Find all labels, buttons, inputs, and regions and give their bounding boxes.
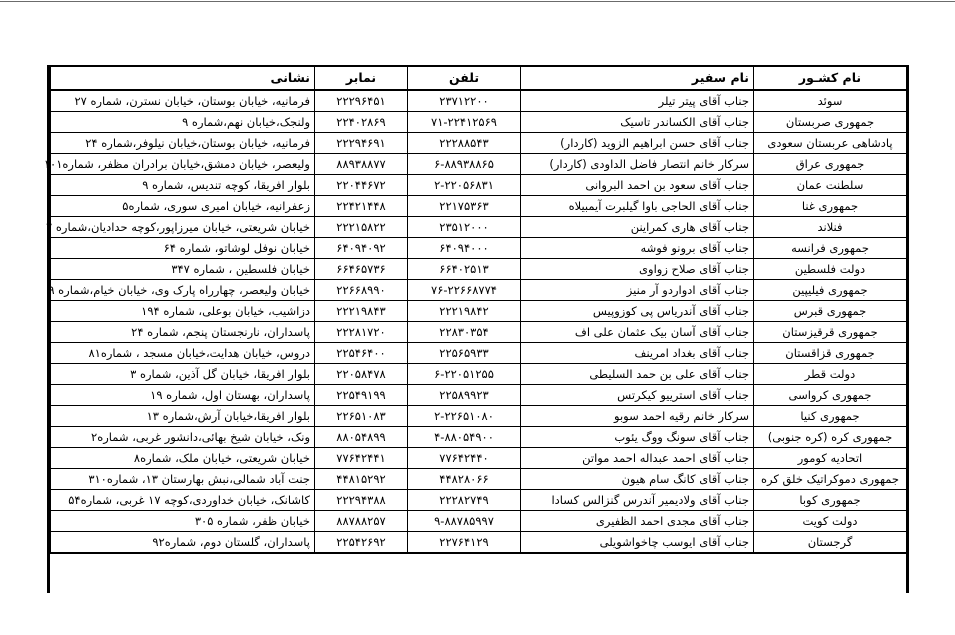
cell-phone: ۶۴۰۹۴۰۰۰	[408, 238, 521, 259]
cell-country: دولت کویت	[754, 511, 907, 532]
cell-fax: ۲۲۲۹۶۴۵۱	[315, 90, 408, 112]
cell-phone: ۴۴۸۲۸۰۶۶	[408, 469, 521, 490]
table-row	[51, 364, 907, 385]
cell-country: جمهوری فرانسه	[754, 238, 907, 259]
table-row	[51, 90, 907, 112]
cell-fax: ۲۲۶۶۸۹۹۰	[315, 280, 408, 301]
table-row	[51, 196, 907, 217]
cell-phone: ۴-۸۸۰۵۴۹۰۰	[408, 427, 521, 448]
table-row	[51, 133, 907, 154]
cell-ambassador: جناب آقای الحاجی باوا گیلبرت آیمبیلاه	[521, 196, 754, 217]
table-row	[51, 511, 907, 532]
cell-country: جمهوری کره (کره جنوبی)	[754, 427, 907, 448]
cell-fax: ۸۸۷۸۸۲۵۷	[315, 511, 408, 532]
cell-fax: ۸۸۹۳۸۸۷۷	[315, 154, 408, 175]
cell-country: جمهوری کوبا	[754, 490, 907, 511]
cell-address: ولیعصر، خیابان دمشق،خیابان برادران مظفر، شماره۱۰۱	[51, 154, 315, 175]
cell-address: ولنجک،خیابان نهم،شماره ۹	[51, 112, 315, 133]
cell-fax: ۲۲۲۸۱۷۲۰	[315, 322, 408, 343]
cell-phone: ۲۳۵۱۲۰۰۰	[408, 217, 521, 238]
cell-ambassador: جناب آقای ولادیمیر آندرس گنزالس کسادا	[521, 490, 754, 511]
table-row	[51, 259, 907, 280]
cell-country: سوئد	[754, 90, 907, 112]
cell-phone: ۶۶۴۰۲۵۱۳	[408, 259, 521, 280]
top-rule	[0, 1, 955, 2]
cell-phone: ۶-۲۲۰۵۱۲۵۵	[408, 364, 521, 385]
cell-address: ونک، خیابان شیخ بهائی،دانشور غربی، شماره۲	[51, 427, 315, 448]
cell-country: جمهوری غنا	[754, 196, 907, 217]
cell-ambassador: جناب آقای آندریاس پی کوزوپیس	[521, 301, 754, 322]
cell-ambassador: جناب آقای پیتر تیلر	[521, 90, 754, 112]
cell-phone: ۲۲۸۳۰۳۵۴	[408, 322, 521, 343]
cell-address: خیابان شریعتی، خیابان میرزاپور،کوچه حدادیان،شماره ۲	[51, 217, 315, 238]
cell-phone: ۷۷۶۴۲۴۴۰	[408, 448, 521, 469]
header-country: نام کشـور	[754, 66, 907, 90]
cell-fax: ۲۲۴۲۱۴۴۸	[315, 196, 408, 217]
cell-country: اتحادیه کومور	[754, 448, 907, 469]
cell-ambassador: جناب آقای احمد عبداله احمد مواتن	[521, 448, 754, 469]
cell-country: جمهوری فیلیپین	[754, 280, 907, 301]
cell-address: کاشانک، خیابان خداوردی،کوچه ۱۷ غربی، شماره۵۴	[51, 490, 315, 511]
cell-phone: ۲۲۵۸۹۹۲۳	[408, 385, 521, 406]
table-row	[51, 343, 907, 364]
cell-ambassador: جناب آقای سعود بن احمد البروانی	[521, 175, 754, 196]
cell-address: پاسداران، نارنجستان پنجم، شماره ۲۴	[51, 322, 315, 343]
cell-fax: ۲۲۵۴۲۶۹۲	[315, 532, 408, 554]
cell-ambassador: جناب آقای مجدی احمد الظفیری	[521, 511, 754, 532]
cell-address: پاسداران، بهستان اول، شماره ۱۹	[51, 385, 315, 406]
cell-address: خیابان شریعتی، خیابان ملک، شماره۸	[51, 448, 315, 469]
header-ambassador: نام سفیر	[521, 66, 754, 90]
table-row	[51, 217, 907, 238]
table-row	[51, 385, 907, 406]
cell-phone: ۲۲۲۸۸۵۴۳	[408, 133, 521, 154]
cell-ambassador: جناب آقای ادواردو آر منیز	[521, 280, 754, 301]
cell-fax: ۲۲۲۱۵۸۲۲	[315, 217, 408, 238]
table-row	[51, 532, 907, 554]
cell-phone: ۲۳۷۱۲۲۰۰	[408, 90, 521, 112]
cell-address: بلوار افریقا،خیابان آرش،شماره ۱۳	[51, 406, 315, 427]
cell-ambassador: جناب آقای هاری کمراینن	[521, 217, 754, 238]
cell-address: زعفرانیه، خیابان امیری سوری، شماره۵	[51, 196, 315, 217]
cell-address: بلوار افریقا، خیابان گل آذین، شماره ۳	[51, 364, 315, 385]
table-row	[51, 301, 907, 322]
table-row	[51, 469, 907, 490]
cell-country: دولت فلسطین	[754, 259, 907, 280]
cell-country: جمهوری دموکراتیک خلق کره	[754, 469, 907, 490]
cell-fax: ۷۷۶۴۲۴۴۱	[315, 448, 408, 469]
table-row	[51, 322, 907, 343]
table-row	[51, 448, 907, 469]
table-row	[51, 280, 907, 301]
cell-country: جمهوری قرقیزستان	[754, 322, 907, 343]
cell-ambassador: جناب آقای استرییو کیکرتس	[521, 385, 754, 406]
cell-address: دروس، خیابان هدایت،خیابان مسجد ، شماره۸۱	[51, 343, 315, 364]
cell-phone: ۷۶-۲۲۶۶۸۷۷۴	[408, 280, 521, 301]
cell-fax: ۲۲۵۴۶۴۰۰	[315, 343, 408, 364]
cell-ambassador: سرکار خانم انتصار فاضل الداودی (کاردار)	[521, 154, 754, 175]
cell-phone: ۲۲۲۸۲۷۴۹	[408, 490, 521, 511]
cell-country: دولت قطر	[754, 364, 907, 385]
cell-phone: ۷۱-۲۲۴۱۲۵۶۹	[408, 112, 521, 133]
cell-fax: ۲۲۲۹۴۶۹۱	[315, 133, 408, 154]
cell-address: خیابان فلسطین ، شماره ۳۴۷	[51, 259, 315, 280]
cell-fax: ۲۲۴۰۲۸۶۹	[315, 112, 408, 133]
cell-phone: ۲-۲۲۶۵۱۰۸۰	[408, 406, 521, 427]
cell-country: جمهوری عراق	[754, 154, 907, 175]
cell-country: سلطنت عمان	[754, 175, 907, 196]
cell-ambassador: جناب آقای الکساندر تاسیک	[521, 112, 754, 133]
table-row	[51, 154, 907, 175]
cell-country: جمهوری کنیا	[754, 406, 907, 427]
cell-fax: ۶۶۴۶۵۷۳۶	[315, 259, 408, 280]
cell-ambassador: جناب آقای برونو فوشه	[521, 238, 754, 259]
cell-country: فنلاند	[754, 217, 907, 238]
cell-fax: ۴۴۸۱۵۲۹۲	[315, 469, 408, 490]
cell-phone: ۲۲۷۶۴۱۲۹	[408, 532, 521, 554]
cell-address: خیابان نوفل لوشاتو، شماره ۶۴	[51, 238, 315, 259]
table-row	[51, 112, 907, 133]
cell-address: جنت آباد شمالی،نبش بهارستان ۱۳، شماره۳۱۰	[51, 469, 315, 490]
cell-address: خیابان ظفر، شماره ۳۰۵	[51, 511, 315, 532]
cell-country: جمهوری صربستان	[754, 112, 907, 133]
cell-ambassador: جناب آقای حسن ابراهیم الزوید (کاردار)	[521, 133, 754, 154]
cell-address: بلوار افریقا، کوچه تندیس، شماره ۹	[51, 175, 315, 196]
cell-fax: ۶۴۰۹۴۰۹۲	[315, 238, 408, 259]
cell-ambassador: سرکار خانم رقیه احمد سوبو	[521, 406, 754, 427]
cell-address: دزاشیب، خیابان بوعلی، شماره ۱۹۴	[51, 301, 315, 322]
cell-fax: ۲۲۲۱۹۸۴۳	[315, 301, 408, 322]
cell-address: خیابان ولیعصر، چهارراه پارک وی، خیابان خیام،شماره ۹	[51, 280, 315, 301]
header-row	[51, 66, 907, 90]
cell-address: فرمانیه، خیابان بوستان،خیابان نیلوفر،شماره ۲۴	[51, 133, 315, 154]
cell-ambassador: جناب آقای سونگ ووگ یئوب	[521, 427, 754, 448]
cell-country: پادشاهی عربستان سعودی	[754, 133, 907, 154]
cell-ambassador: جناب آقای کانگ سام هیون	[521, 469, 754, 490]
header-fax: نمابر	[315, 66, 408, 90]
cell-address: فرمانیه، خیابان بوستان، خیابان نسترن، شماره ۲۷	[51, 90, 315, 112]
table-row	[51, 427, 907, 448]
header-phone: تلفن	[408, 66, 521, 90]
cell-country: جمهوری قبرس	[754, 301, 907, 322]
cell-phone: ۲-۲۲۰۵۶۸۳۱	[408, 175, 521, 196]
cell-ambassador: جناب آقای ایوسب چاخواشویلی	[521, 532, 754, 554]
cell-phone: ۲۲۵۶۵۹۳۳	[408, 343, 521, 364]
cell-phone: ۲۲۲۱۹۸۴۲	[408, 301, 521, 322]
cell-fax: ۲۲۰۴۴۶۷۲	[315, 175, 408, 196]
cell-fax: ۲۲۵۴۹۱۹۹	[315, 385, 408, 406]
cell-ambassador: جناب آقای صلاح زواوی	[521, 259, 754, 280]
table-row	[51, 490, 907, 511]
cell-fax: ۲۲۶۵۱۰۸۳	[315, 406, 408, 427]
cell-phone: ۹-۸۸۷۸۵۹۹۷	[408, 511, 521, 532]
cell-fax: ۲۲۲۹۴۳۸۸	[315, 490, 408, 511]
table-body	[43, 90, 907, 553]
cell-fax: ۸۸۰۵۴۸۹۹	[315, 427, 408, 448]
cell-country: جمهوری کرواسی	[754, 385, 907, 406]
table-row	[51, 406, 907, 427]
cell-ambassador: جناب آقای علی بن حمد السلیطی	[521, 364, 754, 385]
cell-country: گرجستان	[754, 532, 907, 554]
cell-ambassador: جناب آقای آسان بیک عثمان علی اف	[521, 322, 754, 343]
cell-country: جمهوری قزاقستان	[754, 343, 907, 364]
cell-ambassador: جناب آقای بغداد امرینف	[521, 343, 754, 364]
table-row	[51, 175, 907, 196]
cell-phone: ۶-۸۸۹۳۸۸۶۵	[408, 154, 521, 175]
table-row	[51, 238, 907, 259]
cell-address: پاسداران، گلستان دوم، شماره۹۲	[51, 532, 315, 554]
embassy-table	[43, 65, 907, 554]
header-address: نشانی	[51, 66, 315, 90]
cell-fax: ۲۲۰۵۸۴۷۸	[315, 364, 408, 385]
cell-phone: ۲۲۱۷۵۳۶۳	[408, 196, 521, 217]
